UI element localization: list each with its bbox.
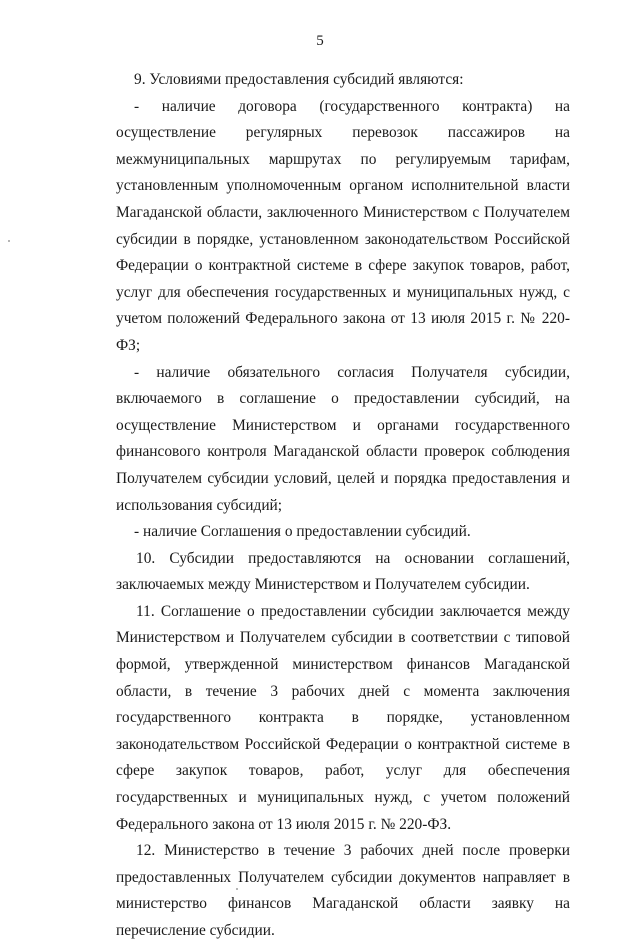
scan-artifact — [8, 240, 10, 242]
list-item-consent: - наличие обязательного согласия Получателя субсидии, включаемого в соглашение о предоставлении субсидий, на осуществление Министерством и органами государственного финансового контроля Магаданской области проверок соблюдения Получателем субсидии условий, целей и порядка предоставления и использования субсидий; — [116, 363, 570, 514]
paragraph-9-heading: 9. Условиями предоставления субсидий являются: — [134, 71, 464, 88]
paragraph-10: 10. Субсидии предоставляются на основании соглашений, заключаемых между Министерством и Получателем субсидии. — [116, 549, 570, 594]
list-item-agreement: - наличие Соглашения о предоставлении субсидий. — [134, 523, 471, 541]
scan-artifact — [236, 888, 238, 890]
list-item-contract: - наличие договора (государственного контракта) на осуществление регулярных перевозок пассажиров на межмуниципальных маршрутах по регулируемым тарифам, установленным уполномоченным органом исполнительной власти Магаданской области, заключенного Министерством с Получателем субсидии в порядке, установленном законодательством Российской Федерации о контрактной системе в сфере закупок товаров, работ, услуг для обеспечения государственных и муниципальных нужд, с учетом положений Федерального закона от 13 июля 2015 г. № 220-ФЗ; — [116, 97, 570, 354]
page-number: 5 — [316, 33, 324, 49]
paragraph-12: 12. Министерство в течение 3 рабочих дней после проверки предоставленных Получателем субсидии документов направляет в министерство финансов Магаданской области заявку на перечисление субсидии. — [116, 842, 570, 939]
document-body — [116, 67, 570, 945]
paragraph-11: 11. Соглашение о предоставлении субсидии заключается между Министерством и Получателем субсидии в соответствии с типовой формой, утвержденной министерством финансов Магаданской области, в течение 3 рабочих дней с момента заключения государственного контракта в порядке, установленном законодательством Российской Федерации о контрактной системе в сфере закупок товаров, работ, услуг для обеспечения государственных и муниципальных нужд, с учетом положений Федерального закона от 13 июля 2015 г. № 220-ФЗ. — [116, 602, 570, 833]
